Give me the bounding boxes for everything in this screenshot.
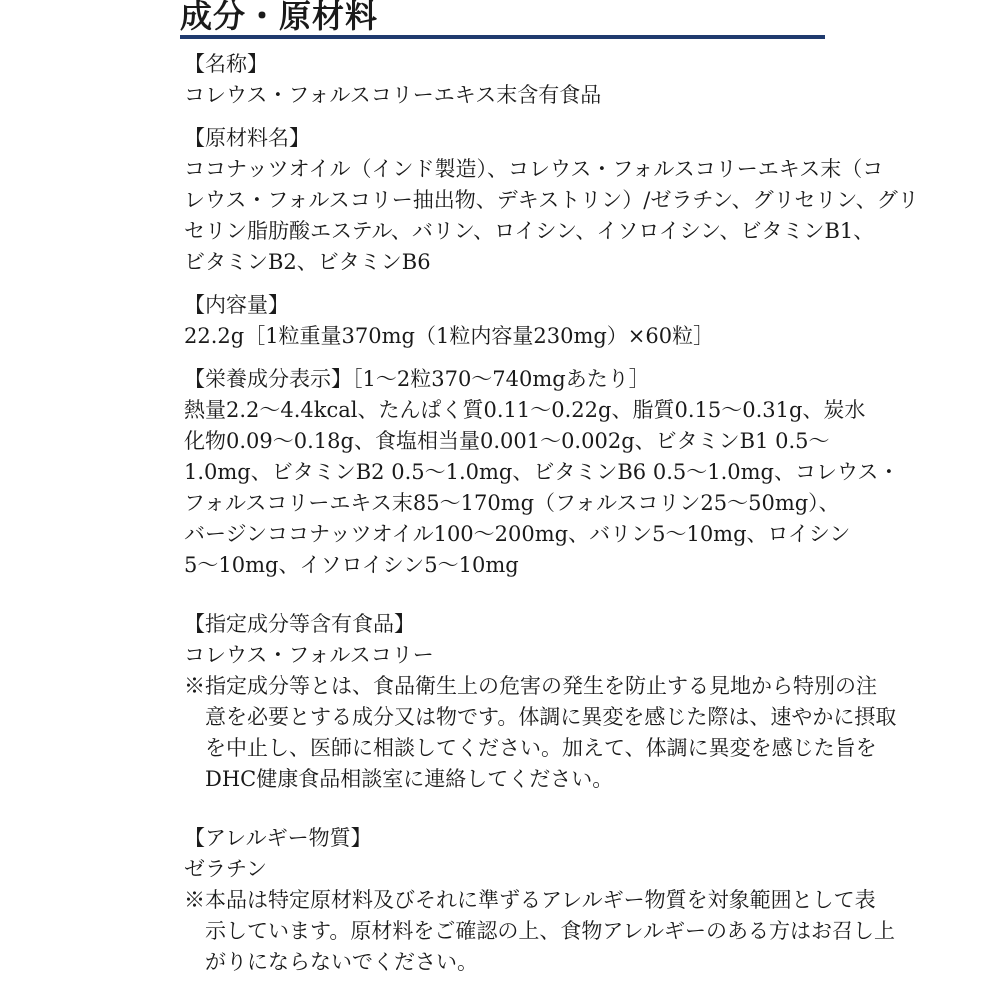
section-line: 5～10mg、イソロイシン5～10mg	[184, 553, 519, 577]
note-line: DHC健康食品相談室に連絡してください。	[184, 767, 614, 791]
note-line: 意を必要とする成分又は物です。体調に異変を感じた際は、速やかに摂取	[184, 705, 897, 729]
page-title: 成分・原材料	[180, 0, 379, 35]
section-heading: 【名称】	[184, 52, 268, 76]
section-line: 化物0.09～0.18g、食塩相当量0.001～0.002g、ビタミンB1 0.5～	[184, 429, 830, 453]
section-allergen	[184, 823, 895, 978]
section-line: コレウス・フォルスコリーエキス末含有食品	[184, 83, 602, 107]
section-nutrition	[184, 364, 900, 581]
section-heading: 【栄養成分表示】［1～2粒370～740mgあたり］	[184, 367, 650, 391]
section-ingredients	[184, 123, 919, 278]
note-line: 示しています。原材料をご確認の上、食物アレルギーのある方はお召し上	[184, 919, 895, 943]
section-line: 22.2g［1粒重量370mg（1粒内容量230mg）×60粒］	[184, 324, 715, 348]
section-line: バージンココナッツオイル100～200mg、バリン5～10mg、ロイシン	[184, 522, 851, 546]
section-name	[184, 49, 829, 111]
section-heading: 【指定成分等含有食品】	[184, 612, 415, 636]
section-heading: 【原材料名】	[184, 126, 310, 150]
note-line: がりにならないでください。	[184, 950, 478, 974]
section-line: ゼラチン	[184, 857, 267, 881]
note-line: ※本品は特定原材料及びそれに準ずるアレルギー物質を対象範囲として表	[184, 888, 876, 912]
section-functional-ingredients	[184, 609, 897, 795]
content-body	[184, 49, 919, 990]
section-contents	[184, 290, 829, 352]
section-heading: 【内容量】	[184, 293, 289, 317]
title-underline	[180, 35, 825, 39]
section-heading: 【アレルギー物質】	[184, 826, 372, 850]
section-line: セリン脂肪酸エステル、バリン、ロイシン、イソロイシン、ビタミンB1、	[184, 219, 875, 243]
note-line: ※指定成分等とは、食品衛生上の危害の発生を防止する見地から特別の注	[184, 674, 877, 698]
section-line: フォルスコリーエキス末85～170mg（フォルスコリン25～50mg）、	[184, 491, 840, 515]
section-line: 1.0mg、ビタミンB2 0.5～1.0mg、ビタミンB6 0.5～1.0mg、コレウス・	[184, 460, 900, 484]
section-line: コレウス・フォルスコリー	[184, 643, 434, 667]
section-line: ココナッツオイル（インド製造）、コレウス・フォルスコリーエキス末（コ	[184, 157, 884, 181]
section-line: レウス・フォルスコリー抽出物、デキストリン）/ゼラチン、グリセリン、グリ	[184, 188, 919, 212]
section-line: ビタミンB2、ビタミンB6	[184, 250, 431, 274]
note-line: を中止し、医師に相談してください。加えて、体調に異変を感じた旨を	[184, 736, 877, 760]
section-line: 熱量2.2～4.4kcal、たんぱく質0.11～0.22g、脂質0.15～0.31g、炭水	[184, 398, 866, 422]
